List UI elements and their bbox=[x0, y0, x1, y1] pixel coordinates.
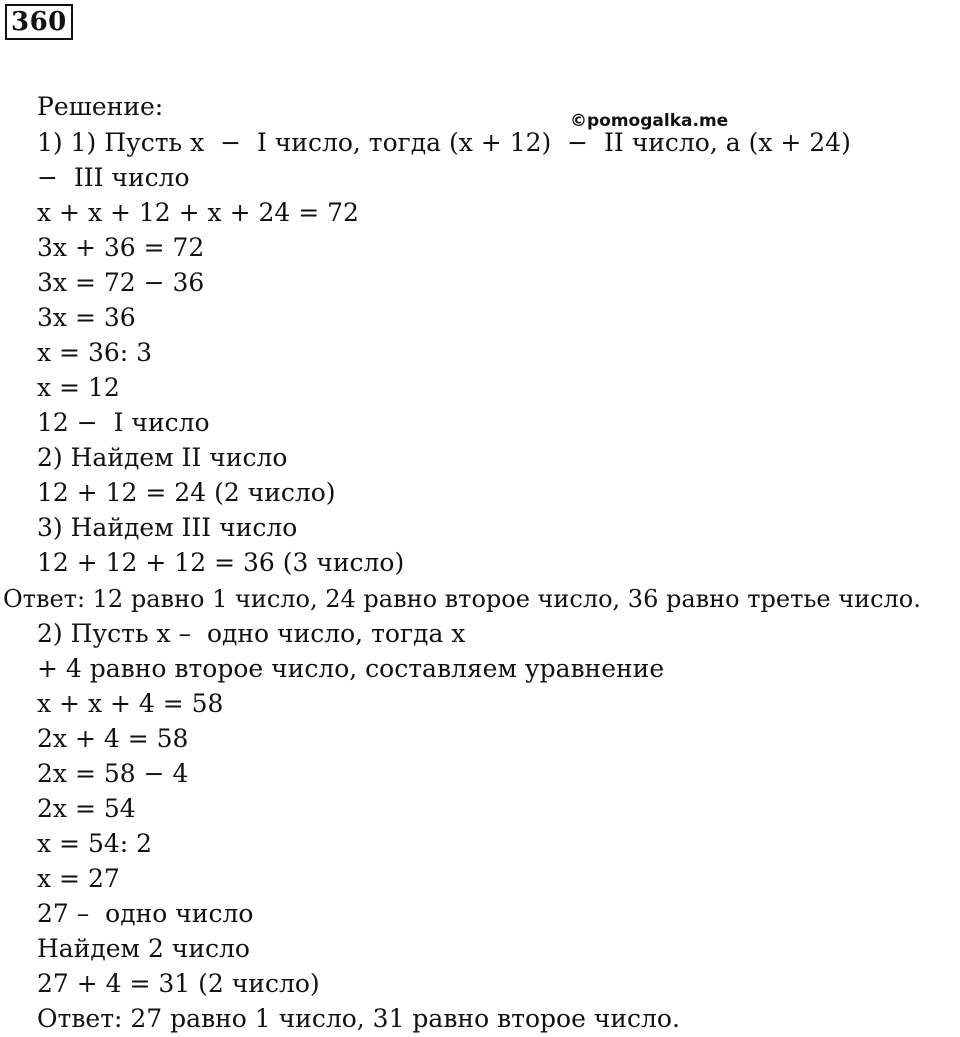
solution-line: 2x = 54 bbox=[37, 794, 136, 823]
solution-line: x = 54: 2 bbox=[37, 829, 153, 858]
answer-line: Ответ: 12 равно 1 число, 24 равно второе число, 36 равно третье число. bbox=[3, 585, 921, 613]
solution-line: 12 + 12 = 24 (2 число) bbox=[37, 478, 336, 507]
solution-line: x = 12 bbox=[37, 373, 120, 402]
solution-line: + 4 равно второе число, составляем уравнение bbox=[37, 654, 665, 683]
solution-line: x + x + 12 + x + 24 = 72 bbox=[37, 198, 359, 227]
solution-line: 1) 1) Пусть x − I число, тогда (x + 12) − II число, а (x + 24) bbox=[37, 128, 851, 157]
solution-line: 3x = 72 − 36 bbox=[37, 268, 205, 297]
watermark-text: ©pomogalka.me bbox=[570, 111, 729, 131]
solution-line: 3x + 36 = 72 bbox=[37, 233, 205, 262]
solution-line: 2x + 4 = 58 bbox=[37, 724, 189, 753]
solution-line: 12 + 12 + 12 = 36 (3 число) bbox=[37, 548, 405, 577]
solution-line: 27 – одно число bbox=[37, 899, 254, 928]
solution-line: Найдем 2 число bbox=[37, 934, 250, 963]
solution-line: 12 − I число bbox=[37, 408, 210, 437]
solution-line: 2x = 58 − 4 bbox=[37, 759, 189, 788]
solution-line: x + x + 4 = 58 bbox=[37, 689, 224, 718]
solution-line: 3x = 36 bbox=[37, 303, 136, 332]
solution-line: x = 27 bbox=[37, 864, 120, 893]
solution-heading: Решение: bbox=[37, 92, 164, 121]
solution-line: − III число bbox=[37, 163, 190, 192]
solution-line: 2) Пусть x – одно число, тогда x bbox=[37, 619, 466, 648]
problem-number-box: 360 bbox=[5, 4, 73, 40]
solution-line: 27 + 4 = 31 (2 число) bbox=[37, 969, 320, 998]
solution-line: x = 36: 3 bbox=[37, 338, 153, 367]
solution-line: 3) Найдем III число bbox=[37, 513, 298, 542]
solution-line: 2) Найдем II число bbox=[37, 443, 288, 472]
answer-line: Ответ: 27 равно 1 число, 31 равно второе число. bbox=[37, 1004, 680, 1033]
